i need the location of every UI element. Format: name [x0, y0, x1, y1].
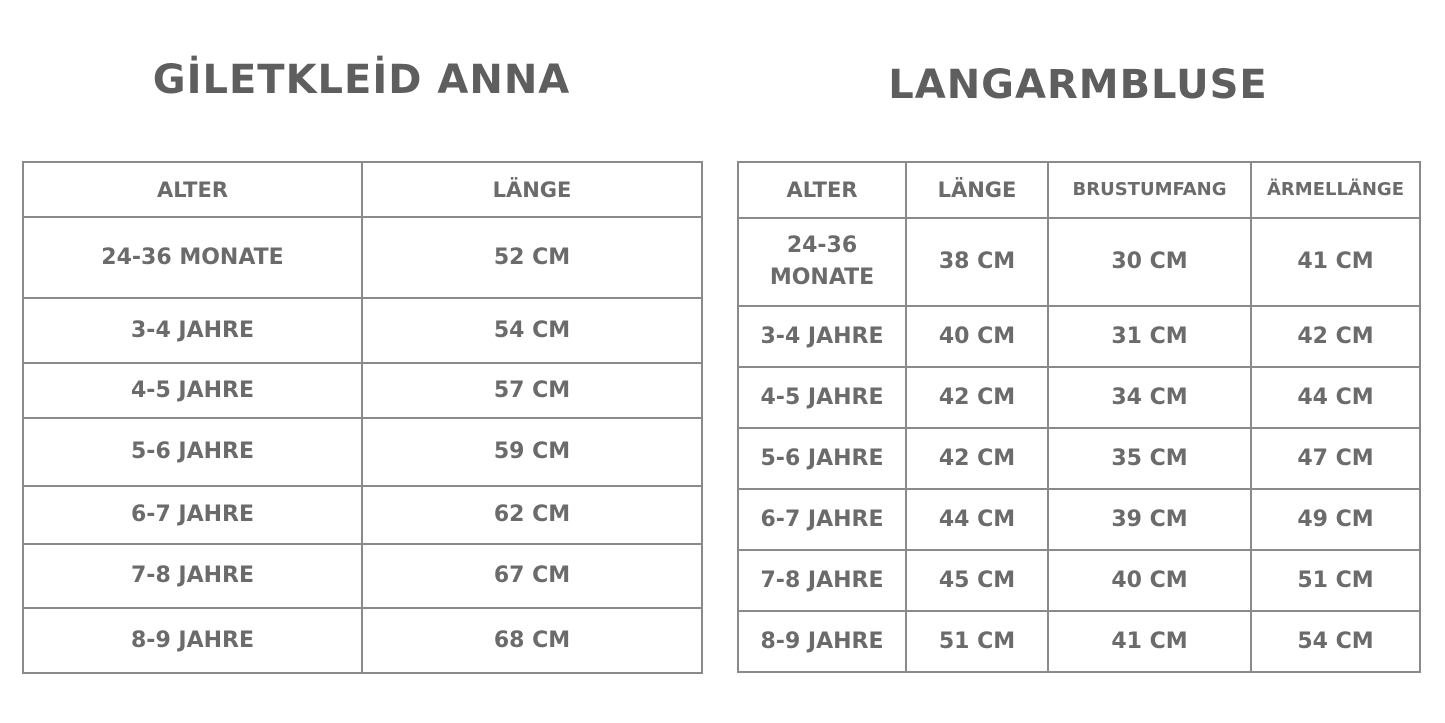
cell-alter: 7-8 JAHRE	[738, 550, 906, 611]
cell-laenge: 59 CM	[362, 418, 702, 486]
table-row	[738, 550, 1420, 611]
table-row	[738, 489, 1420, 550]
header-alter: ALTER	[23, 162, 362, 217]
table-row	[23, 298, 702, 363]
giletkleid-size-table	[22, 161, 703, 674]
header-brustumfang: BRUSTUMFANG	[1048, 162, 1251, 218]
table-row	[23, 544, 702, 608]
cell-laenge: 57 CM	[362, 363, 702, 418]
table-row	[23, 418, 702, 486]
cell-brustumfang: 34 CM	[1048, 367, 1251, 428]
cell-alter: 24-36 MONATE	[23, 217, 362, 298]
cell-alter: 4-5 JAHRE	[23, 363, 362, 418]
cell-laenge: 45 CM	[906, 550, 1048, 611]
cell-brustumfang: 41 CM	[1048, 611, 1251, 672]
cell-alter: 5-6 JAHRE	[738, 428, 906, 489]
table-header-row	[738, 162, 1420, 218]
cell-aermellaenge: 42 CM	[1251, 306, 1420, 367]
cell-alter: 7-8 JAHRE	[23, 544, 362, 608]
table-row	[738, 306, 1420, 367]
cell-aermellaenge: 44 CM	[1251, 367, 1420, 428]
cell-alter: 24-36 MONATE	[738, 218, 906, 306]
table-row	[738, 218, 1420, 306]
table-row	[23, 217, 702, 298]
cell-laenge: 42 CM	[906, 428, 1048, 489]
cell-laenge: 68 CM	[362, 608, 702, 673]
cell-aermellaenge: 51 CM	[1251, 550, 1420, 611]
cell-alter: 8-9 JAHRE	[23, 608, 362, 673]
table-row	[23, 608, 702, 673]
cell-brustumfang: 31 CM	[1048, 306, 1251, 367]
cell-aermellaenge: 47 CM	[1251, 428, 1420, 489]
cell-alter: 5-6 JAHRE	[23, 418, 362, 486]
cell-brustumfang: 39 CM	[1048, 489, 1251, 550]
table-row	[738, 611, 1420, 672]
cell-laenge: 67 CM	[362, 544, 702, 608]
cell-laenge: 51 CM	[906, 611, 1048, 672]
cell-alter: 3-4 JAHRE	[738, 306, 906, 367]
cell-laenge: 42 CM	[906, 367, 1048, 428]
cell-brustumfang: 40 CM	[1048, 550, 1251, 611]
cell-aermellaenge: 54 CM	[1251, 611, 1420, 672]
giletkleid-title: GİLETKLEİD ANNA	[152, 57, 571, 103]
table-row	[23, 486, 702, 544]
cell-laenge: 54 CM	[362, 298, 702, 363]
table-row	[738, 428, 1420, 489]
cell-laenge: 38 CM	[906, 218, 1048, 306]
cell-aermellaenge: 49 CM	[1251, 489, 1420, 550]
table-row	[23, 363, 702, 418]
cell-alter: 6-7 JAHRE	[23, 486, 362, 544]
cell-alter: 6-7 JAHRE	[738, 489, 906, 550]
header-laenge: LÄNGE	[362, 162, 702, 217]
header-aermellaenge: ÄRMELLÄNGE	[1251, 162, 1420, 218]
cell-aermellaenge: 41 CM	[1251, 218, 1420, 306]
cell-brustumfang: 30 CM	[1048, 218, 1251, 306]
table-header-row	[23, 162, 702, 217]
cell-laenge: 40 CM	[906, 306, 1048, 367]
header-alter: ALTER	[738, 162, 906, 218]
cell-laenge: 62 CM	[362, 486, 702, 544]
header-laenge: LÄNGE	[906, 162, 1048, 218]
cell-alter: 4-5 JAHRE	[738, 367, 906, 428]
table-row	[738, 367, 1420, 428]
cell-brustumfang: 35 CM	[1048, 428, 1251, 489]
cell-alter: 8-9 JAHRE	[738, 611, 906, 672]
cell-laenge: 52 CM	[362, 217, 702, 298]
cell-alter: 3-4 JAHRE	[23, 298, 362, 363]
cell-laenge: 44 CM	[906, 489, 1048, 550]
langarmbluse-size-table	[737, 161, 1421, 673]
langarmbluse-title: LANGARMBLUSE	[888, 62, 1268, 108]
